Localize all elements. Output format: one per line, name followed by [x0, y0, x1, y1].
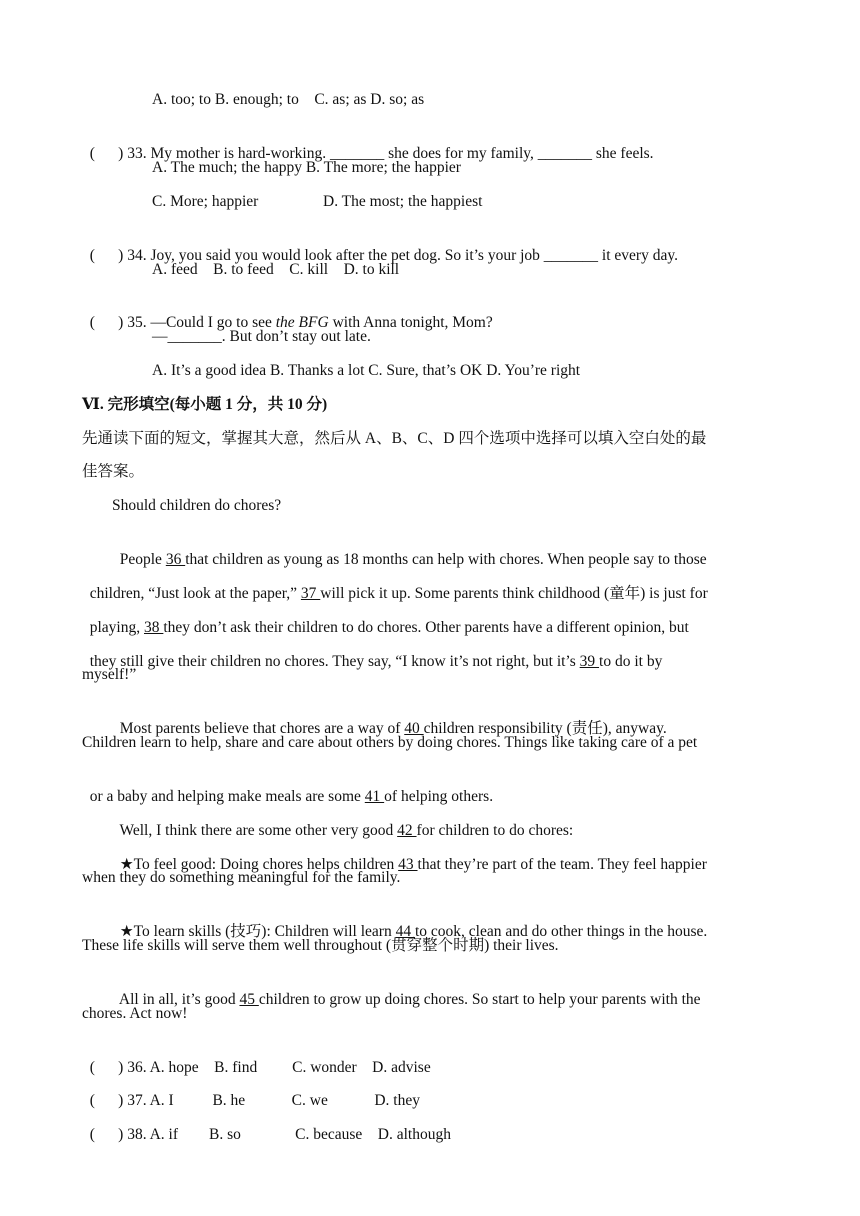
- answer-text: 38. A. if B. so C. because D. although: [123, 1126, 451, 1143]
- q35-stem-post: with Anna tonight, Mom?: [328, 314, 493, 331]
- text: ★To learn skills (技巧): Children will learn: [119, 923, 396, 940]
- text: they still give their children no chores. They say, “I know it’s not right, but it’s: [89, 653, 580, 670]
- text: of helping others.: [384, 788, 494, 805]
- passage-line: [112, 970, 701, 1010]
- section6-heading: Ⅵ. 完形填空(每小题 1 分，共 10 分): [82, 396, 328, 413]
- text: All in all, it’s good: [118, 991, 240, 1008]
- text: playing,: [89, 619, 144, 636]
- blank-37: 37: [300, 585, 321, 602]
- passage-line: [82, 632, 662, 672]
- q34-paren: ( ): [89, 247, 124, 264]
- q33-options-2a: C. More; happier: [152, 193, 259, 210]
- q33-options-2b: D. The most; the happiest: [323, 193, 483, 210]
- blank-45: 45: [239, 991, 259, 1008]
- answer-text: 37. A. I B. he C. we D. they: [123, 1092, 420, 1109]
- text: children, “Just look at the paper,”: [89, 585, 301, 602]
- passage-line: when they do something meaningful for the family.: [82, 869, 401, 886]
- answer-paren: ( ): [89, 1059, 124, 1076]
- text: People: [119, 551, 166, 568]
- q35-stem-pre: 35. —Could I go to see: [123, 314, 276, 331]
- q34-stem: 34. Joy, you said you would look after the pet dog. So it’s your job _______ it every day.: [123, 247, 678, 264]
- blank-39: 39: [579, 653, 600, 670]
- answer-paren: ( ): [89, 1092, 124, 1109]
- text: for children to do chores:: [416, 822, 574, 839]
- q32-options: A. too; to B. enough; to C. as; as D. so; as: [152, 91, 425, 108]
- q35-stem-italic: the BFG: [275, 314, 329, 331]
- blank-36: 36: [165, 551, 186, 568]
- blank-38: 38: [144, 619, 164, 636]
- text: ★To feel good: Doing chores helps children: [119, 856, 399, 873]
- blank-44: 44: [395, 923, 415, 940]
- passage-line: These life skills will serve them well throughout (贯穿整个时期) their lives.: [82, 937, 559, 954]
- answer-text: 36. A. hope B. find C. wonder D. advise: [123, 1059, 431, 1076]
- text: Well, I think there are some other very good: [119, 822, 398, 839]
- q33-stem: 33. My mother is hard-working. _______ she does for my family, _______ she feels.: [123, 145, 654, 162]
- q33-paren: ( ): [89, 145, 124, 162]
- text: to do it by: [599, 653, 663, 670]
- text: that they’re part of the team. They feel happier: [417, 856, 707, 873]
- passage-line: myself!”: [82, 666, 137, 683]
- q34-options: A. feed B. to feed C. kill D. to kill: [152, 261, 400, 278]
- q35-paren: ( ): [89, 314, 124, 331]
- passage-title: Should children do chores?: [112, 497, 282, 514]
- blank-42: 42: [397, 822, 417, 839]
- passage-line: Children learn to help, share and care about others by doing chores. Things like taking care of a pet: [82, 734, 698, 751]
- q33-options-1: A. The much; the happy B. The more; the happier: [152, 159, 461, 176]
- text: children to grow up doing chores. So start to help your parents with the: [258, 991, 701, 1008]
- text: or a baby and helping make meals are some: [89, 788, 365, 805]
- answer-paren: ( ): [89, 1126, 124, 1143]
- q35-reply: —_______. But don’t stay out late.: [152, 328, 371, 345]
- text: to cook, clean and do other things in the house.: [414, 923, 708, 940]
- text: will pick it up. Some parents think childhood (童年) is just for: [320, 585, 708, 602]
- answer-row-38: [82, 1105, 451, 1145]
- text: that children as young as 18 months can help with chores. When people say to those: [185, 551, 707, 568]
- section6-instruction-1: 先通读下面的短文，掌握其大意，然后从 A、B、C、D 四个选项中选择可以填入空白处的最: [82, 430, 707, 447]
- section6-instruction-2: 佳答案。: [82, 463, 145, 480]
- text: Most parents believe that chores are a way of: [119, 720, 405, 737]
- text: they don’t ask their children to do chores. Other parents have a different opinion, but: [163, 619, 689, 636]
- text: children responsibility (责任), anyway.: [423, 720, 667, 737]
- blank-41: 41: [364, 788, 385, 805]
- q35-options: A. It’s a good idea B. Thanks a lot C. Sure, that’s OK D. You’re right: [152, 362, 581, 379]
- passage-line: chores. Act now!: [82, 1005, 188, 1022]
- blank-43: 43: [398, 856, 418, 873]
- blank-40: 40: [404, 720, 424, 737]
